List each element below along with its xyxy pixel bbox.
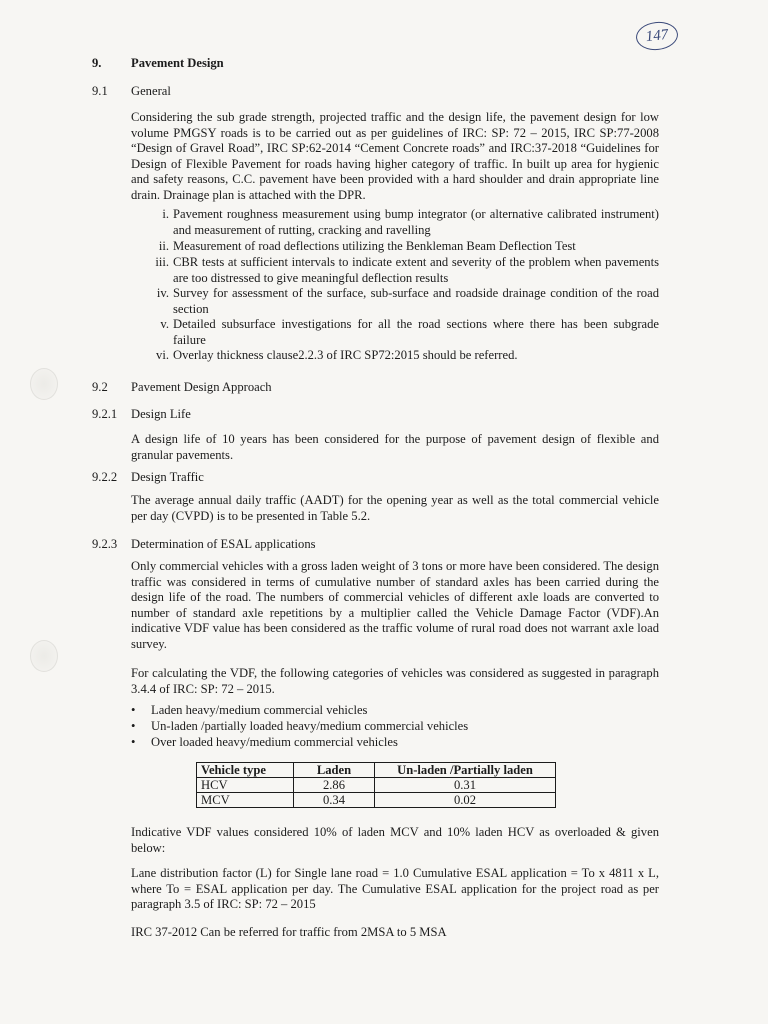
subsection-title: Determination of ESAL applications (131, 537, 316, 551)
bullet-text: Laden heavy/medium commercial vehicles (151, 703, 368, 717)
table-header-cell: Vehicle type (197, 763, 294, 778)
table-cell: 0.34 (294, 793, 375, 808)
table-row (197, 793, 556, 808)
subsection-title: Pavement Design Approach (131, 380, 272, 394)
table-row (197, 778, 556, 793)
list-item-number: i. (162, 207, 169, 221)
subsection-title: General (131, 84, 171, 98)
esal-paragraph: Only commercial vehicles with a gross laden weight of 3 tons or more have been considered. The design traffic was considered in terms of cumulative number of standard axles has been carried during the design life of the road. The numbers of commercial vehicles of different axle loads are converted to number of standard axle repetitions by a multiplier called the Vehicle Damage Factor (VDF).An indicative VDF value has been considered as the traffic volume of rural road does not warrant axle load survey. (131, 559, 659, 651)
general-paragraph: Considering the sub grade strength, projected traffic and the design life, the pavement design for low volume PMGSY roads is to be carried out as per guidelines of IRC: SP: 72 – 2015, IRC SP:77-2008 “Design of Gravel Road”, IRC SP:62-2014 “Cement Concrete roads” and IRC:37-2018 “Guidelines for Design of Flexible Pavement for roads having higher category of traffic. In built up area for hygienic and safety reasons, C.C. pavement have been provided with a hard shoulder and drain appropriate line drain. Drainage plan is attached with the DPR. (131, 110, 659, 202)
table-cell: MCV (197, 793, 294, 808)
table-header-row (197, 763, 556, 778)
bullet-text: Over loaded heavy/medium commercial vehicles (151, 735, 398, 749)
list-item-number: iv. (156, 286, 169, 300)
table-header-cell: Laden (294, 763, 375, 778)
bullet-dot: • (131, 735, 136, 749)
list-item-text: Overlay thickness clause2.2.3 of IRC SP72:2015 should be referred. (173, 348, 518, 362)
vdf-paragraph: For calculating the VDF, the following categories of vehicles was considered as suggested in paragraph 3.4.4 of IRC: SP: 72 – 2015. (131, 666, 659, 696)
design-life-paragraph: A design life of 10 years has been considered for the purpose of pavement design of flexible and granular pavements. (131, 432, 659, 462)
section-number: 9. (92, 56, 102, 70)
list-item-text: Pavement roughness measurement using bump integrator (or alternative calibrated instrument) and measurement of rutting, cracking and ravelling (173, 207, 659, 237)
list-item-text: CBR tests at sufficient intervals to indicate extent and severity of the problem when pavements are too distressed to give meaningful deflection results (173, 255, 659, 285)
list-item-number: ii. (158, 239, 169, 253)
punch-hole-mark (30, 640, 58, 672)
esal-cumulative-paragraph: Lane distribution factor (L) for Single lane road = 1.0 Cumulative ESAL application = To x 4811 x L, where To = ESAL application per day. The Cumulative ESAL application for the project road as per paragraph 3.5 of IRC: SP: 72 – 2015 (131, 866, 659, 911)
irc-reference-paragraph: IRC 37-2012 Can be referred for traffic from 2MSA to 5 MSA (131, 925, 447, 939)
table-cell: 2.86 (294, 778, 375, 793)
list-item-number: vi. (156, 348, 169, 362)
subsection-number: 9.2.3 (92, 537, 118, 551)
bullet-dot: • (131, 703, 136, 717)
table-cell: 0.31 (375, 778, 556, 793)
table-cell: 0.02 (375, 793, 556, 808)
subsection-number: 9.2.2 (92, 470, 118, 484)
section-title: Pavement Design (131, 56, 224, 70)
design-traffic-paragraph: The average annual daily traffic (AADT) for the opening year as well as the total commercial vehicle per day (CVPD) is to be presented in Table 5.2. (131, 493, 659, 523)
list-item-text: Measurement of road deflections utilizing the Benkleman Beam Deflection Test (173, 239, 576, 253)
subsection-number: 9.2.1 (92, 407, 118, 421)
list-item-number: iii. (155, 255, 169, 269)
list-item-text: Detailed subsurface investigations for all the road sections where there has been subgrade failure (173, 317, 659, 347)
bullet-text: Un-laden /partially loaded heavy/medium commercial vehicles (151, 719, 469, 733)
list-item-number: v. (160, 317, 169, 331)
overload-paragraph: Indicative VDF values considered 10% of laden MCV and 10% laden HCV as overloaded & given below: (131, 825, 659, 855)
subsection-number: 9.2 (92, 380, 108, 394)
table-cell: HCV (197, 778, 294, 793)
bullet-dot: • (131, 719, 136, 733)
subsection-number: 9.1 (92, 84, 108, 98)
subsection-title: Design Life (131, 407, 191, 421)
handwritten-page-number-stamp: 147 (635, 20, 680, 52)
vdf-table (196, 762, 556, 808)
subsection-title: Design Traffic (131, 470, 204, 484)
table-header-cell: Un-laden /Partially laden (375, 763, 556, 778)
list-item-text: Survey for assessment of the surface, sub-surface and roadside drainage condition of the road section (173, 286, 659, 316)
punch-hole-mark (30, 368, 58, 400)
